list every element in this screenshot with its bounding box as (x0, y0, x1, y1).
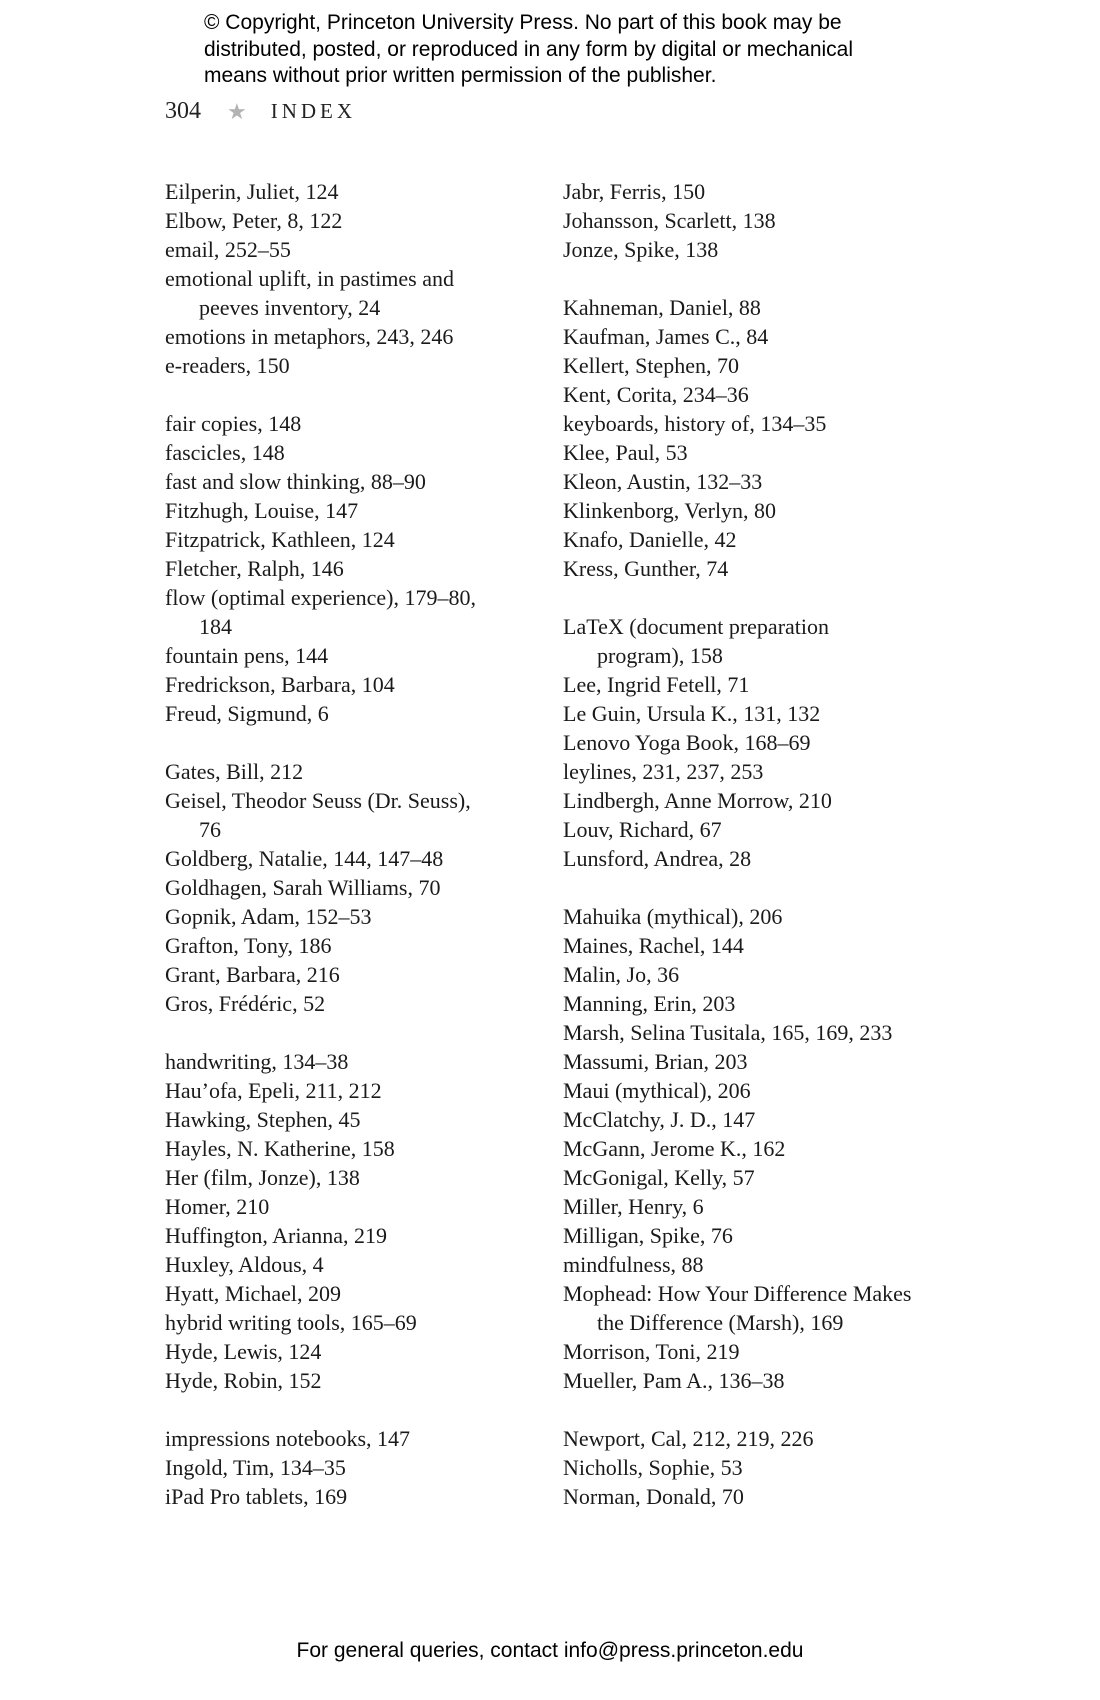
index-entry-text: Goldberg, Natalie, 144, 147–48 (165, 846, 444, 871)
index-entry-text: Hyde, Robin, 152 (165, 1368, 322, 1393)
index-entry-text: Jonze, Spike, 138 (563, 237, 719, 262)
index-entry (165, 699, 565, 728)
index-entry (165, 1105, 565, 1134)
index-entry (563, 931, 963, 960)
index-entry (563, 960, 963, 989)
index-entry-text: Miller, Henry, 6 (563, 1194, 704, 1219)
index-entry-text: Fitzhugh, Louise, 147 (165, 498, 359, 523)
index-entry-text: Homer, 210 (165, 1194, 270, 1219)
index-entry (563, 1163, 963, 1192)
copyright-line: © Copyright, Princeton University Press. No part of this book may be (204, 11, 842, 34)
index-entry-text: Lindbergh, Anne Morrow, 210 (563, 788, 832, 813)
footer-contact: For general queries, contact info@press.princeton.edu (296, 1639, 804, 1662)
index-entry-text: hybrid writing tools, 165–69 (165, 1310, 417, 1335)
index-entry (563, 902, 963, 931)
index-entry (165, 1163, 565, 1192)
index-entry-text: Lenovo Yoga Book, 168–69 (563, 730, 811, 755)
index-entry (563, 612, 963, 670)
index-entry-text: Kellert, Stephen, 70 (563, 353, 739, 378)
index-entry-text: keyboards, history of, 134–35 (563, 411, 827, 436)
index-entry-text: e-readers, 150 (165, 353, 290, 378)
index-entry-text: Milligan, Spike, 76 (563, 1223, 733, 1248)
index-entry-text: Gopnik, Adam, 152–53 (165, 904, 372, 929)
index-entry-text: Ingold, Tim, 134–35 (165, 1455, 346, 1480)
index-entry (563, 844, 963, 873)
letter-group-gap (563, 264, 963, 293)
index-entry-text: mindfulness, 88 (563, 1252, 704, 1277)
index-entry-text: Lee, Ingrid Fetell, 71 (563, 672, 750, 697)
index-entry-text: fascicles, 148 (165, 440, 285, 465)
index-entry (165, 1192, 565, 1221)
running-head (165, 98, 356, 125)
index-entry-text: Norman, Donald, 70 (563, 1484, 744, 1509)
index-entry (165, 583, 565, 641)
index-entry-text: Goldhagen, Sarah Williams, 70 (165, 875, 441, 900)
index-entry (563, 1366, 963, 1395)
index-entry-text: leylines, 231, 237, 253 (563, 759, 764, 784)
copyright-line: distributed, posted, or reproduced in any form by digital or mechanical (204, 37, 854, 61)
index-entry (563, 1105, 963, 1134)
index-entry-text: Nicholls, Sophie, 53 (563, 1455, 743, 1480)
index-entry-text: Kress, Gunther, 74 (563, 556, 729, 581)
section-title: INDEX (270, 99, 357, 123)
index-entry (563, 293, 963, 322)
index-entry-text: flow (optimal experience), 179–80, (165, 585, 476, 610)
index-entry-text: Malin, Jo, 36 (563, 962, 680, 987)
index-entry-text: Eilperin, Juliet, 124 (165, 179, 339, 204)
index-entry-continuation: 184 (199, 614, 232, 639)
index-entry (563, 1337, 963, 1366)
letter-group-gap (563, 583, 963, 612)
index-entry (563, 1047, 963, 1076)
index-entry-text: Gates, Bill, 212 (165, 759, 304, 784)
letter-group-gap (165, 1018, 565, 1047)
index-entry-text: iPad Pro tablets, 169 (165, 1484, 348, 1509)
index-entry (563, 438, 963, 467)
index-entry-text: Maui (mythical), 206 (563, 1078, 751, 1103)
index-entry-text: Kahneman, Daniel, 88 (563, 295, 761, 320)
index-entry (563, 1221, 963, 1250)
index-entry (563, 1134, 963, 1163)
index-entry (165, 1424, 565, 1453)
letter-group-gap (165, 380, 565, 409)
index-entry (563, 1453, 963, 1482)
index-entry (165, 1453, 565, 1482)
index-entry-text: fair copies, 148 (165, 411, 302, 436)
index-entry-text: Kent, Corita, 234–36 (563, 382, 749, 407)
index-entry (165, 1279, 565, 1308)
index-entry (563, 728, 963, 757)
index-entry (165, 206, 565, 235)
index-entry-text: Fredrickson, Barbara, 104 (165, 672, 395, 697)
index-entry (563, 1250, 963, 1279)
index-entry-text: McGann, Jerome K., 162 (563, 1136, 786, 1161)
index-entry (165, 1221, 565, 1250)
index-entry (563, 322, 963, 351)
index-entry (165, 902, 565, 931)
index-entry-text: Le Guin, Ursula K., 131, 132 (563, 701, 821, 726)
index-entry-text: McClatchy, J. D., 147 (563, 1107, 756, 1132)
index-entry (563, 235, 963, 264)
index-entry-text: Louv, Richard, 67 (563, 817, 722, 842)
index-entry-text: Hau’ofa, Epeli, 211, 212 (165, 1078, 382, 1103)
star-icon: ★ (227, 98, 247, 124)
copyright-line: means without prior written permission of the publisher. (204, 64, 717, 87)
copyright-notice (204, 10, 924, 90)
index-entry-text: email, 252–55 (165, 237, 291, 262)
index-entry (165, 757, 565, 786)
index-entry-text: Kleon, Austin, 132–33 (563, 469, 763, 494)
index-entry-text: Mueller, Pam A., 136–38 (563, 1368, 785, 1393)
index-entry-text: Mahuika (mythical), 206 (563, 904, 783, 929)
index-entry (563, 206, 963, 235)
index-entry (165, 844, 565, 873)
index-entry (563, 1424, 963, 1453)
index-entry (165, 670, 565, 699)
index-entry-text: Morrison, Toni, 219 (563, 1339, 740, 1364)
index-entry (165, 1134, 565, 1163)
index-entry-text: handwriting, 134–38 (165, 1049, 349, 1074)
index-entry (563, 409, 963, 438)
index-entry-text: emotions in metaphors, 243, 246 (165, 324, 454, 349)
index-entry-text: fast and slow thinking, 88–90 (165, 469, 426, 494)
index-entry (165, 873, 565, 902)
index-entry (563, 351, 963, 380)
index-entry (165, 989, 565, 1018)
index-entry (165, 438, 565, 467)
index-entry-text: Freud, Sigmund, 6 (165, 701, 329, 726)
index-entry (563, 1482, 963, 1511)
index-entry-text: Massumi, Brian, 203 (563, 1049, 748, 1074)
index-entry-text: Kaufman, James C., 84 (563, 324, 769, 349)
index-entry (165, 525, 565, 554)
index-entry (563, 757, 963, 786)
index-entry-text: Her (film, Jonze), 138 (165, 1165, 360, 1190)
index-entry (165, 786, 565, 844)
index-entry-text: Klinkenborg, Verlyn, 80 (563, 498, 777, 523)
index-entry (165, 467, 565, 496)
index-entry-text: Huffington, Arianna, 219 (165, 1223, 388, 1248)
index-entry-text: Marsh, Selina Tusitala, 165, 169, 233 (563, 1020, 893, 1045)
letter-group-gap (165, 1395, 565, 1424)
index-entry (563, 177, 963, 206)
index-entry-text: emotional uplift, in pastimes and (165, 266, 455, 291)
index-entry (563, 525, 963, 554)
index-entry-text: Gros, Frédéric, 52 (165, 991, 326, 1016)
index-entry-text: Grafton, Tony, 186 (165, 933, 332, 958)
index-entry (165, 960, 565, 989)
index-entry-continuation: 76 (199, 817, 221, 842)
index-entry (165, 496, 565, 525)
index-entry (165, 235, 565, 264)
index-entry (165, 1047, 565, 1076)
index-entry-text: Hyatt, Michael, 209 (165, 1281, 341, 1306)
index-entry-continuation: the Difference (Marsh), 169 (597, 1310, 844, 1335)
index-entry-text: Klee, Paul, 53 (563, 440, 688, 465)
index-entry (165, 1250, 565, 1279)
index-entry (165, 351, 565, 380)
letter-group-gap (165, 728, 565, 757)
index-entry (563, 554, 963, 583)
index-column-left (165, 177, 565, 1511)
index-entry-continuation: program), 158 (597, 643, 723, 668)
index-entry (165, 1076, 565, 1105)
index-entry (563, 786, 963, 815)
letter-group-gap (563, 1395, 963, 1424)
letter-group-gap (563, 873, 963, 902)
index-entry (165, 1366, 565, 1395)
index-entry-text: Johansson, Scarlett, 138 (563, 208, 776, 233)
page-number: 304 (165, 98, 201, 124)
index-entry (165, 322, 565, 351)
index-entry (165, 409, 565, 438)
index-entry (563, 1279, 963, 1337)
index-entry-text: Lunsford, Andrea, 28 (563, 846, 752, 871)
index-entry-text: Knafo, Danielle, 42 (563, 527, 737, 552)
index-entry (165, 264, 565, 322)
index-entry (165, 1308, 565, 1337)
index-entry (563, 699, 963, 728)
index-entry-text: Grant, Barbara, 216 (165, 962, 340, 987)
index-entry-text: Huxley, Aldous, 4 (165, 1252, 324, 1277)
index-entry-text: Fletcher, Ralph, 146 (165, 556, 344, 581)
index-entry (563, 467, 963, 496)
index-entry-text: Geisel, Theodor Seuss (Dr. Seuss), (165, 788, 471, 813)
index-entry-text: Hayles, N. Katherine, 158 (165, 1136, 395, 1161)
index-entry (563, 670, 963, 699)
index-entry (563, 380, 963, 409)
index-entry-text: Manning, Erin, 203 (563, 991, 736, 1016)
index-entry-text: Hyde, Lewis, 124 (165, 1339, 322, 1364)
index-entry-text: fountain pens, 144 (165, 643, 329, 668)
index-entry (563, 989, 963, 1018)
index-entry (165, 931, 565, 960)
index-entry-continuation: peeves inventory, 24 (199, 295, 381, 320)
index-entry (563, 1076, 963, 1105)
index-entry-text: Elbow, Peter, 8, 122 (165, 208, 343, 233)
index-entry (165, 641, 565, 670)
index-entry-text: Maines, Rachel, 144 (563, 933, 744, 958)
index-entry-text: McGonigal, Kelly, 57 (563, 1165, 755, 1190)
index-entry-text: Hawking, Stephen, 45 (165, 1107, 361, 1132)
index-entry (165, 177, 565, 206)
index-entry (563, 1192, 963, 1221)
index-entry (563, 496, 963, 525)
index-entry (563, 815, 963, 844)
index-column-right (563, 177, 963, 1511)
index-entry-text: impressions notebooks, 147 (165, 1426, 411, 1451)
index-entry-text: LaTeX (document preparation (563, 614, 830, 639)
index-entry-text: Fitzpatrick, Kathleen, 124 (165, 527, 395, 552)
index-entry (563, 1018, 963, 1047)
index-entry-text: Newport, Cal, 212, 219, 226 (563, 1426, 814, 1451)
index-entry (165, 1337, 565, 1366)
index-entry (165, 1482, 565, 1511)
index-entry-text: Mophead: How Your Difference Makes (563, 1281, 912, 1306)
index-entry (165, 554, 565, 583)
index-entry-text: Jabr, Ferris, 150 (563, 179, 706, 204)
